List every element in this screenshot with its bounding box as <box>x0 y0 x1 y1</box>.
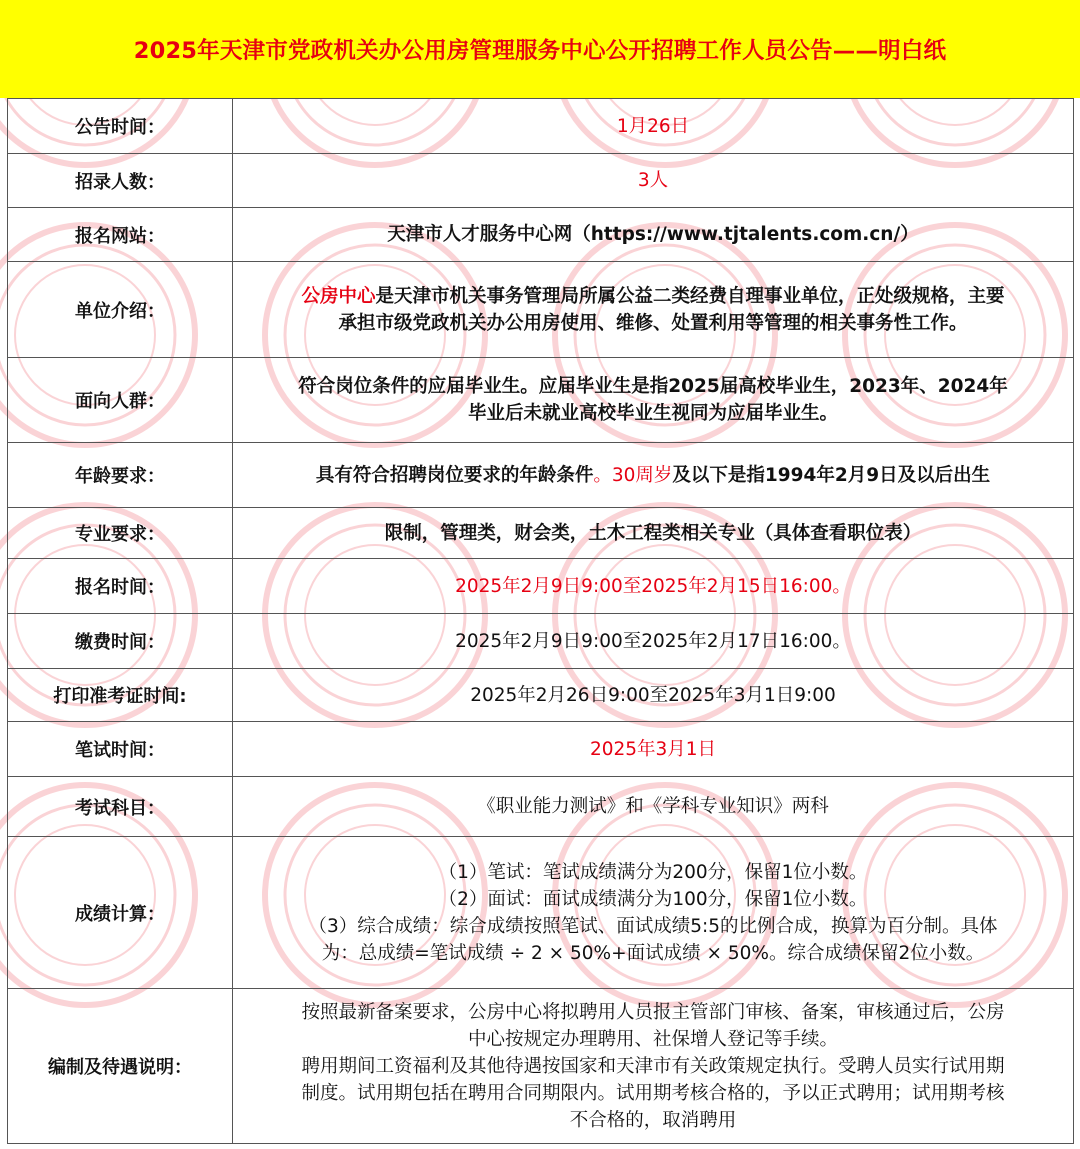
table-row <box>8 262 1074 358</box>
unit-intro-line1: 是天津市机关事务管理局所属公益二类经费自理事业单位，正处级规格，主要 <box>375 285 1005 307</box>
table-row <box>8 358 1074 443</box>
row-label-signup-site: 报名网站： <box>8 208 233 262</box>
staffing-line5: 不合格的，取消聘用 <box>569 1109 737 1131</box>
exam-time-value: 2025年3月1日 <box>233 722 1074 777</box>
table-row <box>8 777 1074 837</box>
unit-intro-highlight: 公房中心 <box>301 285 376 307</box>
signup-time-value: 2025年2月9日9:00至2025年2月15日16:00。 <box>233 559 1074 614</box>
target-group-value <box>233 358 1074 443</box>
title-banner <box>0 0 1080 98</box>
score-calc-line4: 为：总成绩=笔试成绩 ÷ 2 × 50%+面试成绩 × 50%。综合成绩保留2位小数。 <box>321 942 985 964</box>
page-title: 2025年天津市党政机关办公用房管理服务中心公开招聘工作人员公告——明白纸 <box>133 38 947 64</box>
table-row <box>8 99 1074 154</box>
announce-time-value: 1月26日 <box>233 99 1074 154</box>
print-time-value: 2025年2月26日9:00至2025年3月1日9:00 <box>233 669 1074 722</box>
row-label-score-calc: 成绩计算： <box>8 837 233 989</box>
row-label-print-time: 打印准考证时间: <box>8 669 233 722</box>
age-req-value <box>233 443 1074 508</box>
signup-site-value: 天津市人才服务中心网（https://www.tjtalents.com.cn/） <box>233 208 1074 262</box>
age-req-part1: 具有符合招聘岗位要求的年龄条件 <box>315 464 594 486</box>
table-row <box>8 443 1074 508</box>
table-row <box>8 508 1074 559</box>
payment-time-value: 2025年2月9日9:00至2025年2月17日16:00。 <box>233 614 1074 669</box>
table-row <box>8 837 1074 989</box>
row-label-target-group: 面向人群： <box>8 358 233 443</box>
row-label-staffing: 编制及待遇说明： <box>8 989 233 1144</box>
staffing-line2: 中心按规定办理聘用、社保增人登记等手续。 <box>467 1028 838 1050</box>
staffing-line1: 按照最新备案要求，公房中心将拟聘用人员报主管部门审核、备案，审核通过后，公房 <box>301 1001 1005 1023</box>
unit-intro-value <box>233 262 1074 358</box>
row-label-age-req: 年龄要求： <box>8 443 233 508</box>
row-label-unit-intro: 单位介绍： <box>8 262 233 358</box>
score-calc-line2: （2）面试：面试成绩满分为100分，保留1位小数。 <box>438 888 868 910</box>
score-calc-value <box>233 837 1074 989</box>
table-row <box>8 989 1074 1144</box>
score-calc-line1: （1）笔试：笔试成绩满分为200分，保留1位小数。 <box>438 861 868 883</box>
table-row <box>8 722 1074 777</box>
table-row <box>8 614 1074 669</box>
staffing-line4: 制度。试用期包括在聘用合同期限内。试用期考核合格的，予以正式聘用；试用期考核 <box>301 1082 1005 1104</box>
table-row <box>8 208 1074 262</box>
row-label-exam-subjects: 考试科目： <box>8 777 233 837</box>
target-group-line1: 符合岗位条件的应届毕业生。应届毕业生是指2025届高校毕业生，2023年、2024年 <box>298 376 1008 397</box>
staffing-line3: 聘用期间工资福利及其他待遇按国家和天津市有关政策规定执行。受聘人员实行试用期 <box>301 1055 1005 1077</box>
exam-subjects-value: 《职业能力测试》和《学科专业知识》两科 <box>233 777 1074 837</box>
table-row <box>8 559 1074 614</box>
staffing-value <box>233 989 1074 1144</box>
row-label-exam-time: 笔试时间： <box>8 722 233 777</box>
row-label-announce-time: 公告时间： <box>8 99 233 154</box>
table-row <box>8 669 1074 722</box>
row-label-recruit-count: 招录人数： <box>8 154 233 208</box>
row-label-payment-time: 缴费时间： <box>8 614 233 669</box>
age-req-part2: 及以下是指1994年2月9日及以后出生 <box>672 464 991 486</box>
target-group-line2: 毕业后未就业高校毕业生视同为应届毕业生。 <box>467 403 838 424</box>
recruit-count-value: 3人 <box>233 154 1074 208</box>
notice-table <box>7 98 1074 1144</box>
row-label-signup-time: 报名时间： <box>8 559 233 614</box>
major-req-value: 限制，管理类，财会类，土木工程类相关专业（具体查看职位表） <box>233 508 1074 559</box>
score-calc-line3: （3）综合成绩：综合成绩按照笔试、面试成绩5:5的比例合成，换算为百分制。具体 <box>308 915 998 937</box>
age-req-highlight: 。30周岁 <box>593 464 673 486</box>
unit-intro-line2: 承担市级党政机关办公用房使用、维修、处置利用等管理的相关事务性工作。 <box>338 312 968 334</box>
table-row <box>8 154 1074 208</box>
row-label-major-req: 专业要求： <box>8 508 233 559</box>
